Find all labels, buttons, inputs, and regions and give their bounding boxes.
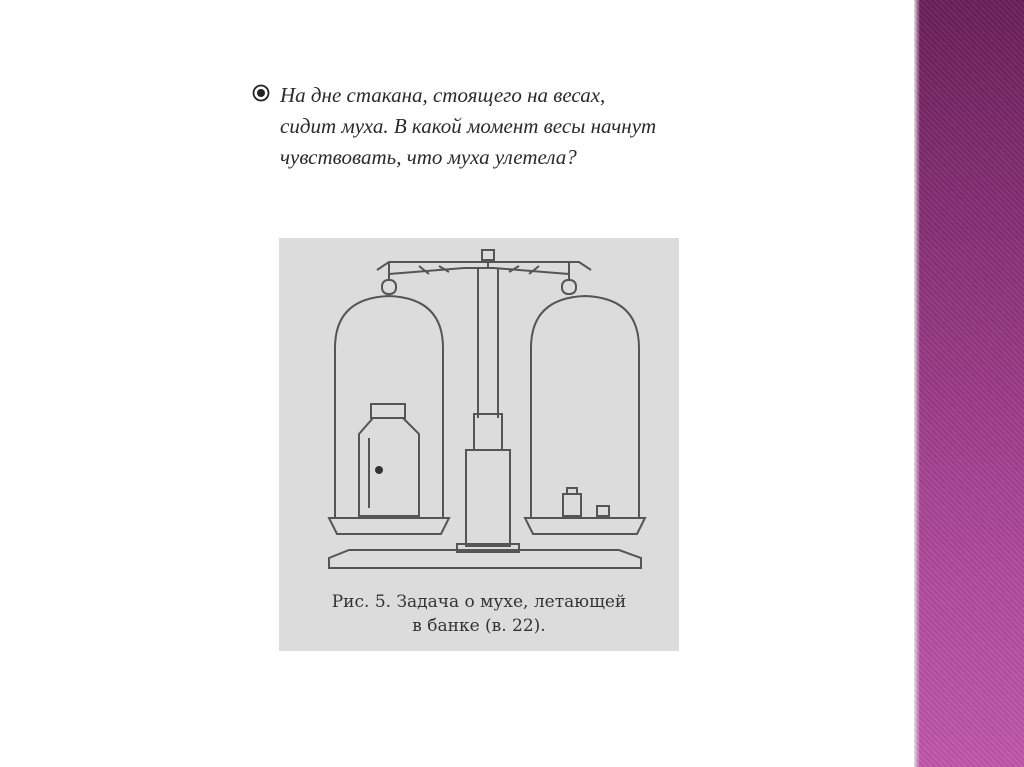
caption-line: в банке (в. 22). — [412, 616, 546, 636]
balance-scale-illustration — [279, 238, 679, 583]
caption-line: Рис. 5. Задача о мухе, летающей — [331, 592, 627, 612]
question-line: На дне стакана, стоящего на весах, — [280, 83, 606, 107]
question-line: чувствовать, что муха улетела? — [280, 145, 577, 169]
question-text — [280, 80, 752, 173]
question-line: сидит муха. В какой момент весы начнут — [280, 114, 657, 138]
balance-scale-figure — [279, 238, 679, 651]
circle-bullet-icon — [252, 84, 270, 102]
figure-caption — [279, 590, 679, 638]
fly-icon — [375, 466, 383, 474]
decorative-side-band — [914, 0, 1024, 767]
bullet-item — [252, 80, 752, 173]
